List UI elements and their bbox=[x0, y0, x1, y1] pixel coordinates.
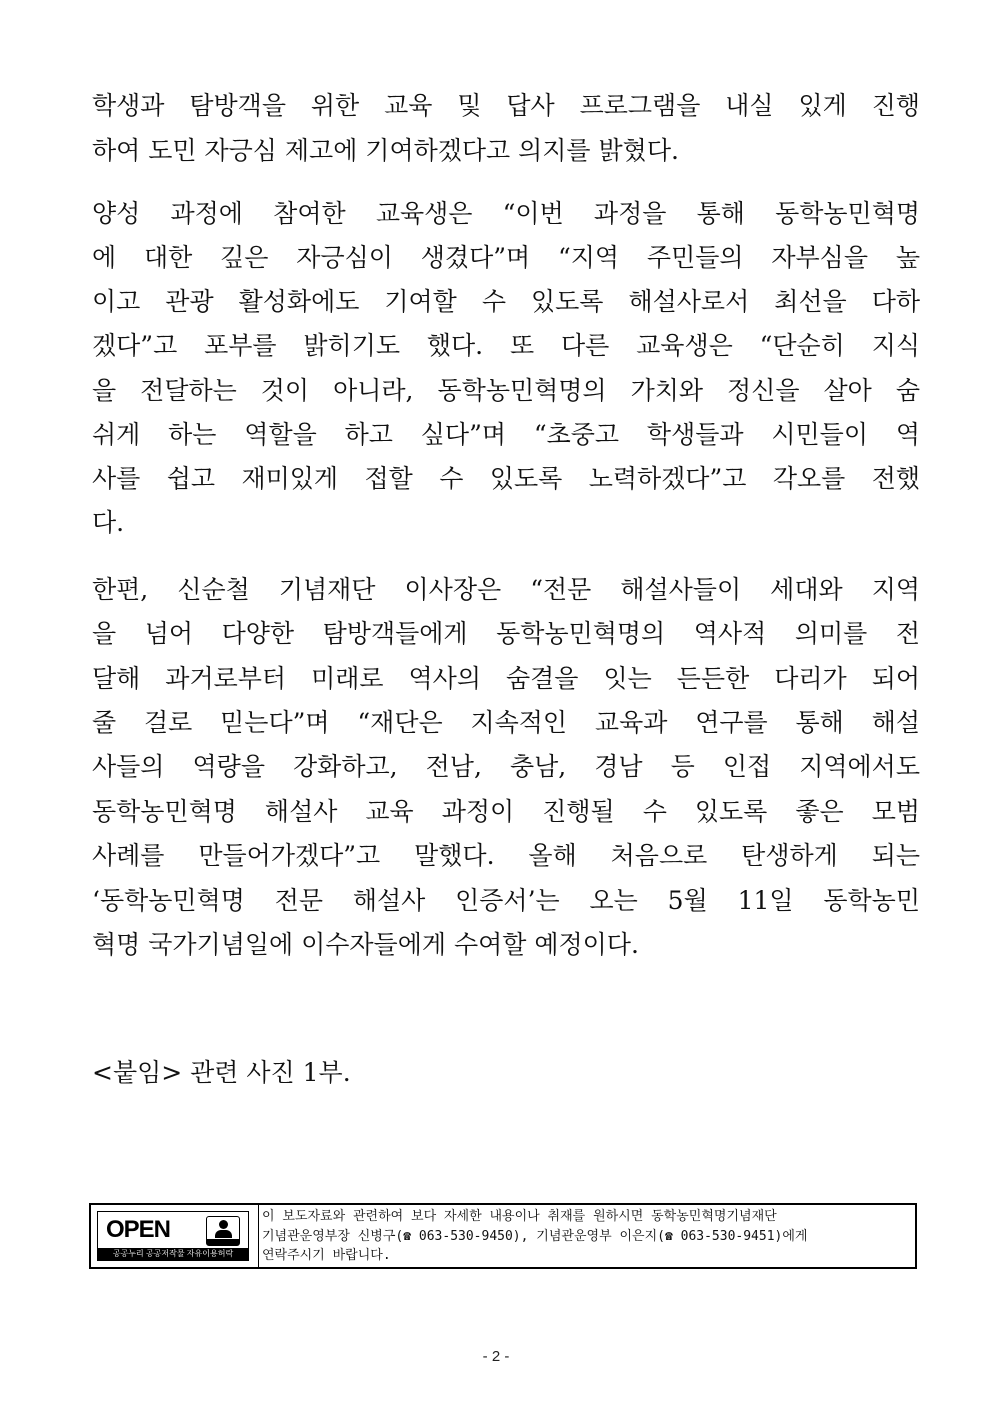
body-line: 줄 걸로 믿는다”며 “재단은 지속적인 교육과 연구를 통해 해설 bbox=[92, 708, 920, 737]
body-line: 쉬게 하는 역할을 하고 싶다”며 “초중고 학생들과 시민들이 역 bbox=[92, 420, 920, 449]
body-line: 겠다”고 포부를 밝히기도 했다. 또 다른 교육생은 “단순히 지식 bbox=[92, 331, 920, 360]
logo-subtext: 공공누리 공공저작물 자유이용허락 bbox=[98, 1248, 248, 1260]
open-logo-text: OPEN bbox=[106, 1216, 171, 1243]
body-line: 혁명 국가기념일에 이수자들에게 수여할 예정이다. bbox=[92, 930, 639, 959]
body-line: 을 전달하는 것이 아니라, 동학농민혁명의 가치와 정신을 살아 숨 bbox=[92, 376, 920, 405]
page-number: - 2 - bbox=[482, 1348, 510, 1365]
open-license-logo bbox=[97, 1211, 249, 1261]
body-line: 을 넘어 다양한 탐방객들에게 동학농민혁명의 역사적 의미를 전 bbox=[92, 619, 920, 648]
body-line: 달해 과거로부터 미래로 역사의 숨결을 잇는 든든한 다리가 되어 bbox=[92, 664, 920, 693]
body-line: 동학농민혁명 해설사 교육 과정이 진행될 수 있도록 좋은 모범 bbox=[92, 797, 920, 826]
body-line: 학생과 탐방객을 위한 교육 및 답사 프로그램을 내실 있게 진행 bbox=[92, 91, 920, 120]
body-line: 한편, 신순철 기념재단 이사장은 “전문 해설사들이 세대와 지역 bbox=[92, 575, 920, 604]
contact-line: 연락주시기 바랍니다. bbox=[262, 1248, 391, 1263]
contact-footer bbox=[89, 1203, 917, 1269]
contact-line: 이 보도자료와 관련하여 보다 자세한 내용이나 취재를 원하시면 동학농민혁명기념재단 bbox=[262, 1209, 777, 1224]
body-line: 사례를 만들어가겠다”고 말했다. 올해 처음으로 탄생하게 되는 bbox=[92, 841, 920, 870]
body-line: 사를 쉽고 재미있게 접할 수 있도록 노력하겠다”고 각오를 전했 bbox=[92, 464, 920, 493]
attribution-person-icon bbox=[206, 1216, 240, 1246]
body-line: ‘동학농민혁명 전문 해설사 인증서’는 오는 5월 11일 동학농민 bbox=[92, 886, 920, 915]
body-line: 다. bbox=[92, 508, 125, 537]
body-line: 에 대한 깊은 자긍심이 생겼다”며 “지역 주민들의 자부심을 높 bbox=[92, 243, 920, 272]
body-line: 사들의 역량을 강화하고, 전남, 충남, 경남 등 인접 지역에서도 bbox=[92, 752, 920, 781]
body-line: 하여 도민 자긍심 제고에 기여하겠다고 의지를 밝혔다. bbox=[92, 136, 679, 165]
attachment-note: <붙임> 관련 사진 1부. bbox=[92, 1058, 351, 1087]
body-line: 이고 관광 활성화에도 기여할 수 있도록 해설사로서 최선을 다하 bbox=[92, 287, 920, 316]
contact-line: 기념관운영부장 신병구(☎ 063-530-9450), 기념관운영부 이은지(☎ 063-530-9451)에게 bbox=[262, 1228, 808, 1244]
contact-info bbox=[262, 1207, 912, 1266]
kogl-logo-cell bbox=[91, 1205, 259, 1267]
body-line: 양성 과정에 참여한 교육생은 “이번 과정을 통해 동학농민혁명 bbox=[92, 199, 920, 228]
